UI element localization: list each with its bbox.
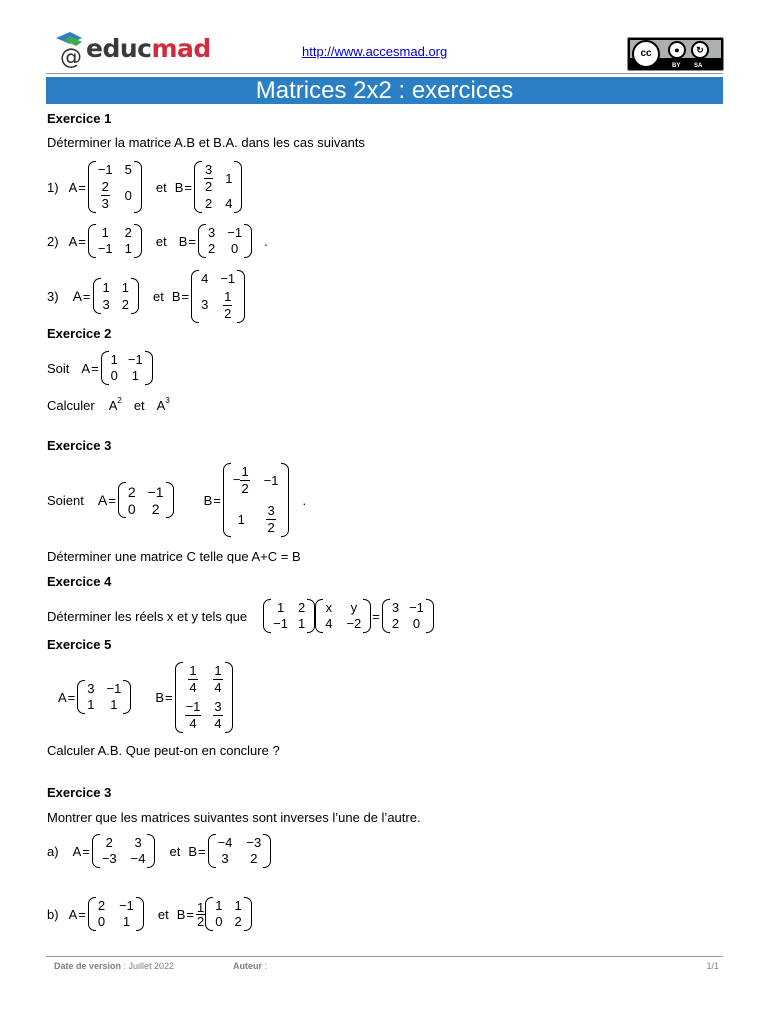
equals: =: [186, 906, 194, 922]
matrix-b: 1 1 0 2: [205, 897, 251, 931]
author-label: Auteur: [233, 961, 262, 971]
ex2-matrix-line: [47, 350, 153, 386]
matrix-a: 2 −1 0 2: [118, 482, 174, 518]
ex1-heading: Exercice 1: [47, 111, 112, 126]
matrix-b: − $\frac{1}{2}$ −1 1 3 2: [223, 463, 289, 537]
logo-text-part2: mad: [151, 34, 211, 63]
ex5-matrices: [58, 660, 233, 734]
matrix-right: 3 −1 2 0: [382, 599, 434, 633]
logo-text: [86, 34, 211, 63]
svg-text:@: @: [60, 45, 82, 70]
period: .: [302, 492, 307, 508]
sa-label: SA: [694, 63, 703, 69]
ex4-heading: Exercice 4: [47, 574, 112, 589]
word-et: et: [155, 179, 167, 195]
exponent-3: 3: [165, 396, 170, 405]
matrix-name-a: A: [68, 179, 78, 195]
cc-license-badge[interactable]: [627, 37, 724, 71]
footer-author: [233, 961, 267, 971]
equals: =: [82, 843, 90, 859]
equals: =: [372, 608, 380, 624]
by-label: BY: [672, 63, 681, 69]
cc-icon: cc: [632, 40, 660, 68]
matrix-b: −4 −3 3 2: [208, 834, 272, 868]
q-number: 3): [47, 288, 59, 304]
matrix-name-b: B: [176, 906, 186, 922]
equals: =: [165, 689, 173, 705]
ex6-qa: [47, 833, 271, 869]
matrix-name-a: A: [68, 233, 78, 249]
ex4-text: Déterminer les réels x et y tels que: [47, 608, 248, 624]
ex6-heading: Exercice 3: [47, 785, 112, 800]
matrix-a: 1 2 −1 1: [88, 224, 142, 258]
matrix-name-b: B: [155, 689, 164, 705]
q-number: 1): [47, 179, 59, 195]
matrix-a: 1 −1 0 1: [101, 351, 153, 385]
ex2-calc-line: [47, 396, 170, 414]
header-divider: [46, 73, 723, 74]
logo-text-part1: educ: [86, 34, 152, 63]
matrix-xy: x y 4 −2: [315, 599, 371, 633]
ex1-q3: [47, 268, 245, 324]
ex1-intro: Déterminer la matrice A.B et B.A. dans les cas suivants: [47, 135, 365, 150]
ex3-heading: Exercice 3: [47, 438, 112, 453]
matrix-a: 3 −1 1 1: [77, 680, 131, 714]
word-et: et: [133, 397, 145, 413]
word-soient: Soient: [47, 492, 84, 508]
word-et: et: [155, 233, 167, 249]
equals: =: [67, 689, 76, 705]
q-letter: b): [47, 906, 59, 922]
equals: =: [82, 288, 91, 304]
ex1-q2: [47, 223, 268, 259]
ex3-instruction: Déterminer une matrice C telle que A+C = B: [47, 549, 301, 564]
matrix-b: 3 2 1 2 4: [194, 161, 242, 213]
matrix-name-b: B: [188, 843, 197, 859]
q-number: 2): [47, 233, 59, 249]
matrix-a: 2 3 −3 −4: [92, 834, 156, 868]
q-letter: a): [47, 843, 59, 859]
matrix-b: 1 4 1 4 −1 4 3 4: [175, 662, 233, 733]
educmad-logo: [52, 28, 211, 72]
equals: =: [78, 179, 86, 195]
matrix-b: 4 −1 3 1 2: [191, 270, 245, 323]
equals: =: [184, 179, 192, 195]
equals: =: [198, 843, 206, 859]
page-title: Matrices 2x2 : exercices: [46, 77, 723, 104]
word-et: et: [157, 906, 169, 922]
fraction-half: $\frac{1}{2}$: [197, 899, 205, 929]
matrix-name-a: A: [72, 843, 82, 859]
equals: =: [213, 492, 221, 508]
footer-divider: [46, 956, 723, 957]
equals: =: [188, 233, 196, 249]
equals: =: [181, 288, 190, 304]
period: .: [264, 233, 268, 249]
matrix-name-a: A: [68, 906, 78, 922]
ex3-matrix-line: [47, 462, 306, 538]
author-value: :: [262, 961, 268, 971]
sa-share-icon: ↻: [691, 41, 709, 59]
equals: =: [78, 906, 86, 922]
word-et: et: [169, 843, 181, 859]
equals: =: [91, 360, 99, 376]
version-value: : Juillet 2022: [121, 961, 175, 971]
matrix-name-a: A: [72, 288, 82, 304]
exponent-2: 2: [117, 396, 122, 405]
equals: =: [78, 233, 86, 249]
matrix-name-a: A: [97, 492, 108, 508]
logo-cap-icon: [52, 30, 88, 70]
matrix-name-b: B: [203, 492, 213, 508]
page-number: 1/1: [706, 961, 719, 971]
ex2-heading: Exercice 2: [47, 326, 112, 341]
footer-version: [54, 961, 174, 971]
matrix-b: 3 −1 2 0: [198, 224, 252, 258]
a-cubed: A: [156, 397, 166, 413]
matrix-name-b: B: [174, 179, 184, 195]
word-et: et: [152, 288, 164, 304]
site-url-link[interactable]: http://www.accesmad.org: [302, 44, 448, 59]
ex6-qb: [47, 896, 252, 932]
matrix-left: 1 2 −1 1: [263, 599, 315, 633]
ex6-instruction: Montrer que les matrices suivantes sont inverses l’une de l’autre.: [47, 810, 421, 825]
version-label: Date de version: [54, 961, 122, 971]
a-squared: A: [108, 397, 118, 413]
word-soit: Soit: [47, 360, 70, 376]
matrix-a: 2 −1 0 1: [88, 897, 144, 931]
by-person-icon: ●: [668, 41, 686, 59]
equals: =: [108, 492, 116, 508]
matrix-a: −1 5 2 3 0: [88, 161, 142, 213]
ex5-question: Calculer A.B. Que peut-on en conclure ?: [47, 743, 280, 758]
matrix-a: 1 1 3 2: [93, 278, 139, 314]
matrix-name-b: B: [171, 288, 181, 304]
word-calculer: Calculer: [47, 397, 95, 413]
ex1-q1: [47, 160, 242, 214]
matrix-name-b: B: [178, 233, 188, 249]
matrix-name-a: A: [58, 689, 67, 705]
ex5-heading: Exercice 5: [47, 637, 112, 652]
ex4-equation: [47, 598, 434, 634]
matrix-name-a: A: [81, 360, 91, 376]
